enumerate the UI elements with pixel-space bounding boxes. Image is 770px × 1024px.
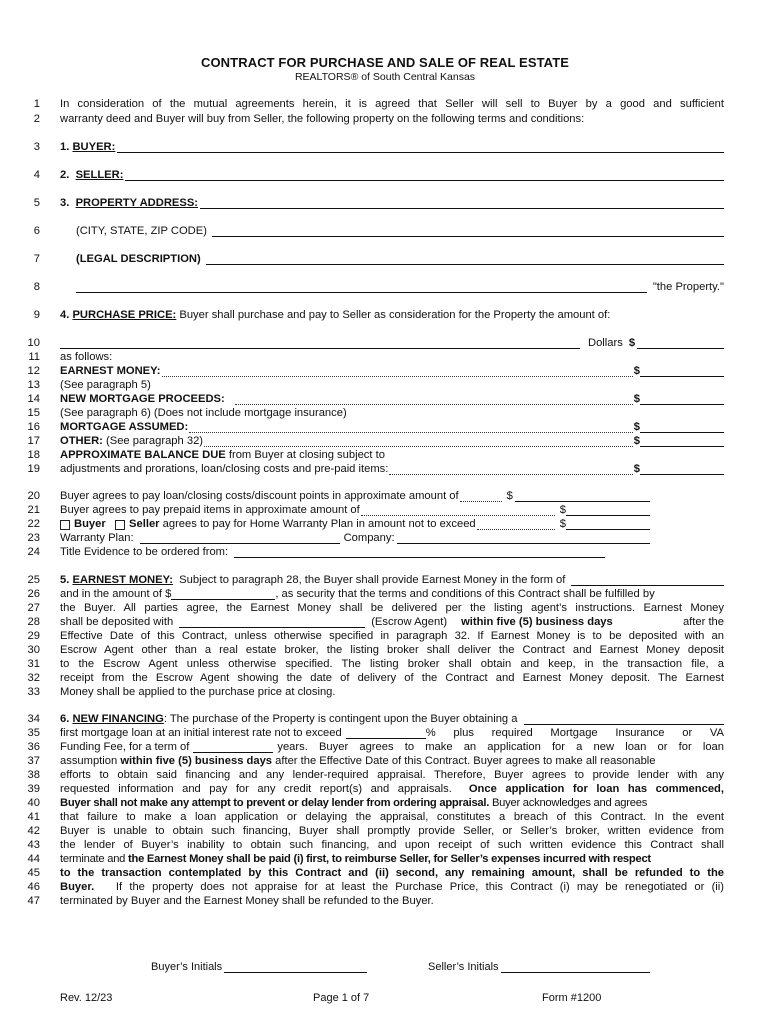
line-number: 19 bbox=[27, 463, 40, 475]
earnest-security-text: , as security that the terms and conditions of this Contract shall be fulfilled by bbox=[275, 588, 655, 600]
see-paragraph-32: (See paragraph 32) bbox=[106, 435, 204, 447]
loan-term-field[interactable] bbox=[193, 742, 273, 753]
closing-costs-text: Buyer agrees to pay loan/closing costs/discount points in approximate amount of bbox=[60, 490, 459, 502]
balance-due-text: from Buyer at closing subject to bbox=[228, 449, 385, 461]
buyer-checkbox[interactable] bbox=[60, 520, 70, 530]
company-label: Company: bbox=[343, 532, 395, 544]
legal-description-label: (LEGAL DESCRIPTION) bbox=[76, 253, 201, 265]
property-address-field[interactable] bbox=[200, 198, 724, 209]
prepaid-items-line bbox=[60, 504, 650, 516]
interest-rate-line bbox=[60, 727, 724, 739]
dollar-sign: $ bbox=[506, 490, 513, 502]
effective-date-text: after the Effective Date of this Contract. Buyer agrees to make all reasonable bbox=[275, 755, 656, 767]
escrow-agent-text: (Escrow Agent) bbox=[371, 616, 448, 628]
dollars-label: Dollars bbox=[588, 337, 623, 349]
legal-description-field-2[interactable] bbox=[76, 282, 647, 293]
loan-type-field[interactable] bbox=[524, 714, 725, 725]
line-number: 41 bbox=[27, 811, 40, 823]
earnest-money-paid-text: the Earnest Money shall be paid (i) first, to reimburse Seller, for Seller’s expenses incurred with respect bbox=[128, 853, 651, 865]
interest-rate-text: first mortgage loan at an initial interest rate not to exceed bbox=[60, 727, 342, 739]
new-mortgage-amount-field[interactable] bbox=[640, 394, 724, 405]
other-line bbox=[60, 435, 724, 447]
balance-due-line bbox=[60, 449, 724, 461]
line-number: 14 bbox=[27, 393, 40, 405]
buyer-initials-field[interactable] bbox=[224, 962, 367, 973]
dollar-sign: $ bbox=[628, 337, 636, 349]
line-number: 6 bbox=[33, 225, 40, 237]
seller-field[interactable] bbox=[125, 170, 724, 181]
form-number: Form #1200 bbox=[542, 992, 602, 1004]
line-number: 8 bbox=[33, 281, 40, 293]
see-paragraph-5: (See paragraph 5) bbox=[60, 379, 151, 391]
mortgage-assumed-amount-field[interactable] bbox=[640, 422, 724, 433]
adjustments-text: adjustments and prorations, loan/closing costs and pre-paid items: bbox=[60, 463, 389, 475]
line-number: 27 bbox=[27, 602, 40, 614]
paragraph-line bbox=[60, 783, 724, 795]
title-evidence-label: Title Evidence to be ordered from: bbox=[60, 546, 229, 558]
earnest-money-form-field[interactable] bbox=[571, 575, 724, 586]
buyer-initials-label: Buyer’s Initials bbox=[151, 961, 223, 973]
earnest-money-amount-field[interactable] bbox=[640, 366, 724, 377]
seller-line bbox=[60, 169, 724, 181]
home-warranty-text: agrees to pay for Home Warranty Plan in amount not to exceed bbox=[162, 518, 476, 530]
price-amount-field[interactable] bbox=[637, 338, 724, 349]
line-number: 16 bbox=[27, 421, 40, 433]
leader-dots bbox=[189, 423, 633, 433]
section-number: 1. bbox=[60, 141, 70, 153]
no-delay-appraisal-text: Buyer shall not make any attempt to prevent or delay lender from ordering appraisal. bbox=[60, 797, 490, 809]
home-warranty-amount-field[interactable] bbox=[566, 519, 650, 530]
paragraph-line bbox=[60, 881, 724, 893]
dollar-sign: $ bbox=[633, 393, 640, 405]
dollar-sign: $ bbox=[633, 421, 640, 433]
paragraph-line: to the Escrow Agent unless otherwise specified. The listing broker shall obtain and keep, in the transaction file, a bbox=[60, 658, 724, 670]
other-label: OTHER: bbox=[60, 435, 103, 447]
line-number: 44 bbox=[27, 853, 40, 865]
line-number: 25 bbox=[27, 574, 40, 586]
loan-term-line bbox=[60, 741, 724, 753]
company-field[interactable] bbox=[397, 533, 650, 544]
line-number: 31 bbox=[27, 658, 40, 670]
line-number: 32 bbox=[27, 672, 40, 684]
section-number: 3. bbox=[60, 197, 70, 209]
legal-line bbox=[76, 253, 724, 265]
paragraph-line: terminated by Buyer and the Earnest Money shall be refunded to the Buyer. bbox=[60, 895, 434, 907]
warranty-plan-field[interactable] bbox=[140, 533, 340, 544]
earnest-amount-field[interactable] bbox=[171, 589, 275, 600]
new-financing-line-34 bbox=[60, 713, 724, 725]
city-line bbox=[76, 225, 724, 237]
line-number: 7 bbox=[33, 253, 40, 265]
document-subtitle: REALTORS® of South Central Kansas bbox=[294, 71, 476, 83]
line-number: 46 bbox=[27, 881, 40, 893]
section-number: 5. bbox=[60, 574, 70, 586]
application-commenced-text: Once application for loan has commenced, bbox=[468, 783, 724, 795]
line-number: 37 bbox=[27, 755, 40, 767]
line-number: 18 bbox=[27, 449, 40, 461]
leader-dots bbox=[389, 465, 632, 475]
paragraph-line: Money shall be applied to the purchase price at closing. bbox=[60, 686, 336, 698]
paragraph-line: Escrow Agent other than a real estate broker, the listing broker shall deliver the Contract and Earnest Money deposit bbox=[60, 644, 724, 656]
dollar-sign: $ bbox=[633, 435, 640, 447]
prepaid-items-text: Buyer agrees to pay prepaid items in approximate amount of bbox=[60, 504, 360, 516]
line-number: 42 bbox=[27, 825, 40, 837]
line-number: 43 bbox=[27, 839, 40, 851]
leader-dots bbox=[204, 437, 633, 447]
seller-initials bbox=[428, 961, 650, 973]
line-number: 36 bbox=[27, 741, 40, 753]
line-number: 30 bbox=[27, 644, 40, 656]
seller-label: SELLER: bbox=[75, 169, 124, 181]
section-number: 2. bbox=[60, 169, 70, 181]
line-number: 24 bbox=[27, 546, 40, 558]
line-number: 13 bbox=[27, 379, 40, 391]
document-title: CONTRACT FOR PURCHASE AND SALE OF REAL ESTATE bbox=[200, 55, 570, 70]
earnest-money-section-label: EARNEST MONEY: bbox=[72, 574, 173, 586]
seller-initials-label: Seller’s Initials bbox=[428, 961, 499, 973]
line-number: 34 bbox=[27, 713, 40, 725]
earnest-money-section-line-25 bbox=[60, 574, 724, 586]
closing-costs-amount-field[interactable] bbox=[515, 491, 650, 502]
city-state-zip-label: (CITY, STATE, ZIP CODE) bbox=[76, 225, 207, 237]
leader-dots bbox=[477, 520, 555, 530]
leader-dots bbox=[361, 506, 555, 516]
appraisal-text: If the property does not appraise for at least the Purchase Price, this Contract (i) may be renegotiated or (ii) bbox=[115, 881, 724, 893]
price-words-field[interactable] bbox=[60, 338, 580, 349]
intro-line-1: In consideration of the mutual agreements herein, it is agreed that Seller will sell to Buyer by a good and sufficient bbox=[60, 98, 724, 110]
buyer-line bbox=[60, 141, 724, 153]
earnest-amount-text: and in the amount of $ bbox=[60, 588, 172, 600]
line-number: 11 bbox=[28, 351, 40, 363]
new-financing-text: : The purchase of the Property is contingent upon the Buyer obtaining a bbox=[163, 713, 518, 725]
paragraph-line: Effective Date of this Contract, unless otherwise specified in paragraph 32. If Earnest Money is to be deposited with an bbox=[60, 630, 724, 642]
section-number: 4. bbox=[60, 309, 70, 321]
balance-due-amount-field[interactable] bbox=[640, 464, 724, 475]
closing-costs-line bbox=[60, 490, 650, 502]
line-number: 40 bbox=[27, 797, 40, 809]
paragraph-line: Buyer is unable to obtain such financing, Buyer shall promptly provide Seller, or Seller’s broker, written evidence from bbox=[60, 825, 724, 837]
line-number: 35 bbox=[27, 727, 40, 739]
revision-date: Rev. 12/23 bbox=[60, 992, 113, 1004]
seller-option-label: Seller bbox=[129, 518, 160, 530]
funding-fee-text: Funding Fee, for a term of bbox=[60, 741, 190, 753]
line-number: 21 bbox=[27, 504, 40, 516]
intro-line-2: warranty deed and Buyer will buy from Seller, the following property on the following terms and conditions: bbox=[60, 113, 585, 125]
line-number: 38 bbox=[27, 769, 40, 781]
home-warranty-line bbox=[60, 518, 650, 530]
buyer-label: BUYER: bbox=[72, 141, 116, 153]
warranty-plan-label: Warranty Plan: bbox=[60, 532, 134, 544]
city-state-zip-field[interactable] bbox=[212, 226, 724, 237]
line-number: 2 bbox=[33, 113, 40, 125]
seller-checkbox[interactable] bbox=[115, 520, 125, 530]
property-address-label: PROPERTY ADDRESS: bbox=[75, 197, 199, 209]
earnest-money-label: EARNEST MONEY: bbox=[60, 365, 161, 377]
section-number: 6. bbox=[60, 713, 70, 725]
assumption-text: assumption bbox=[60, 755, 118, 767]
line-number: 39 bbox=[27, 783, 40, 795]
earnest-money-form-text: Subject to paragraph 28, the Buyer shall provide Earnest Money in the form of bbox=[179, 574, 566, 586]
terminate-text: terminate and bbox=[60, 853, 126, 865]
line-number: 22 bbox=[27, 518, 40, 530]
line-number: 15 bbox=[27, 407, 40, 419]
purchase-price-text: Buyer shall purchase and pay to Seller as consideration for the Property the amount of: bbox=[179, 309, 611, 321]
dollar-sign: $ bbox=[559, 518, 566, 530]
paragraph-line: efforts to obtain said financing and any lender-required appraisal. Therefore, Buyer agrees to provide lender with any bbox=[60, 769, 724, 781]
buyer-bold-text: Buyer. bbox=[60, 881, 95, 893]
warranty-plan-line bbox=[60, 532, 650, 544]
earnest-money-line bbox=[60, 365, 724, 377]
line-number: 5 bbox=[33, 197, 40, 209]
credit-report-text: requested information and pay for any credit report(s) and appraisals. bbox=[60, 783, 452, 795]
adjustments-line bbox=[60, 463, 724, 475]
balance-due-label: APPROXIMATE BALANCE DUE bbox=[60, 449, 226, 461]
paragraph-line: the Buyer. All parties agree, the Earnest Money shall be delivered per the listing agent’s instructions. Earnest Money bbox=[60, 602, 724, 614]
line-number: 4 bbox=[33, 169, 40, 181]
line-number: 33 bbox=[27, 686, 40, 698]
paragraph-line bbox=[60, 755, 724, 767]
prepaid-items-amount-field[interactable] bbox=[566, 505, 650, 516]
new-mortgage-line bbox=[60, 393, 724, 405]
leader-dots bbox=[460, 492, 502, 502]
escrow-agent-line bbox=[60, 616, 724, 628]
dollar-sign: $ bbox=[633, 463, 640, 475]
the-property-text: "the Property." bbox=[652, 281, 724, 293]
paragraph-line bbox=[60, 797, 724, 809]
line-number: 9 bbox=[33, 309, 40, 321]
title-evidence-field[interactable] bbox=[234, 547, 605, 558]
dollar-sign: $ bbox=[559, 504, 566, 516]
line-number: 20 bbox=[27, 490, 40, 502]
line-number: 17 bbox=[27, 435, 40, 447]
line-number: 26 bbox=[27, 588, 40, 600]
deposited-with-text: shall be deposited with bbox=[60, 616, 174, 628]
earnest-money-section-line-26 bbox=[60, 588, 724, 600]
paragraph-line: receipt from the Escrow Agent showing the date of delivery of the Contract and Earnest Money deposit. The Earnest bbox=[60, 672, 724, 684]
line-number: 45 bbox=[27, 867, 40, 879]
legal-description-field[interactable] bbox=[206, 254, 724, 265]
leader-dots bbox=[235, 395, 633, 405]
line-number: 23 bbox=[27, 532, 40, 544]
buyer-field[interactable] bbox=[117, 142, 724, 153]
paragraph-line: the lender of Buyer’s inability to obtain such financing, and upon receipt of such written evidence this Contract shall bbox=[60, 839, 724, 851]
purchase-price-line bbox=[60, 309, 724, 321]
paragraph-line: to the transaction contemplated by this Contract and (ii) second, any remaining amount, shall be refunded to the bbox=[60, 867, 724, 879]
buyer-initials bbox=[151, 961, 367, 973]
new-mortgage-label: NEW MORTGAGE PROCEEDS: bbox=[60, 393, 225, 405]
purchase-price-label: PURCHASE PRICE: bbox=[72, 309, 177, 321]
property-address-line bbox=[60, 197, 724, 209]
line-number: 10 bbox=[27, 337, 40, 349]
new-financing-label: NEW FINANCING bbox=[72, 713, 164, 725]
as-follows-text: as follows: bbox=[60, 351, 113, 363]
other-amount-field[interactable] bbox=[640, 436, 724, 447]
page-number: Page 1 of 7 bbox=[313, 992, 370, 1004]
leader-dots bbox=[162, 367, 633, 377]
five-business-days-text: within five (5) business days bbox=[120, 755, 273, 767]
title-evidence-line bbox=[60, 546, 605, 558]
paragraph-line bbox=[60, 853, 724, 865]
acknowledges-text: Buyer acknowledges and agrees bbox=[491, 797, 648, 809]
mortgage-insurance-text: % plus required Mortgage Insurance or VA bbox=[425, 727, 724, 739]
mortgage-assumed-label: MORTGAGE ASSUMED: bbox=[60, 421, 189, 433]
line-number: 47 bbox=[27, 895, 40, 907]
see-paragraph-6: (See paragraph 6) (Does not include mortgage insurance) bbox=[60, 407, 347, 419]
buyer-option-label: Buyer bbox=[74, 518, 106, 530]
seller-initials-field[interactable] bbox=[501, 962, 650, 973]
legal-line-2 bbox=[76, 281, 724, 293]
five-business-days-text: within five (5) business days bbox=[461, 616, 613, 628]
line-number: 28 bbox=[27, 616, 40, 628]
line-number: 29 bbox=[27, 630, 40, 642]
after-the-text: after the bbox=[682, 616, 724, 628]
dollar-sign: $ bbox=[633, 365, 640, 377]
loan-application-text: years. Buyer agrees to make an application for a new loan or for loan bbox=[277, 741, 724, 753]
escrow-agent-field[interactable] bbox=[179, 617, 365, 628]
price-dollars-line bbox=[60, 337, 724, 349]
line-number: 1 bbox=[33, 98, 40, 110]
paragraph-line: that failure to make a loan application or delaying the appraisal, constitutes a breach of this Contract. In the event bbox=[60, 811, 724, 823]
line-number: 12 bbox=[27, 365, 40, 377]
interest-rate-field[interactable] bbox=[346, 728, 426, 739]
line-number: 3 bbox=[33, 141, 40, 153]
mortgage-assumed-line bbox=[60, 421, 724, 433]
